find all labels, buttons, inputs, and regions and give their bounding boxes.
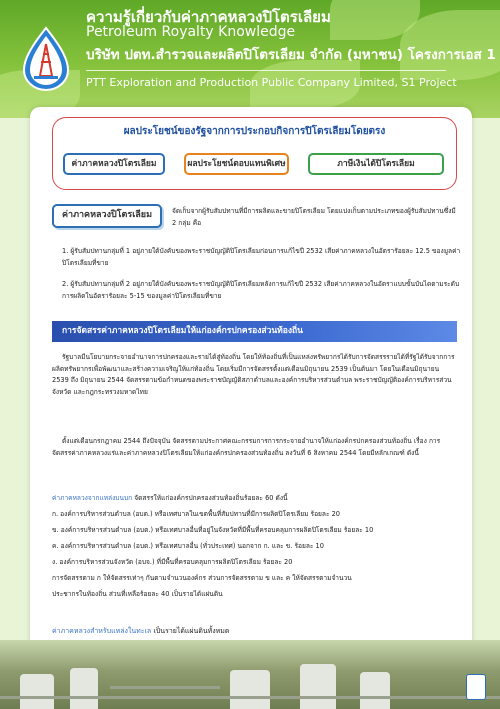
- allocation-line: ประชากรในท้องถิ่น ส่วนที่เหลือร้อยละ 40 เป็นรายได้แผ่นดิน: [52, 590, 223, 598]
- benefits-title: ผลประโยชน์ของรัฐจากการประกอบกิจการปิโตรเลียมโดยตรง: [123, 126, 386, 137]
- ptt-logo-icon: [20, 26, 72, 92]
- offshore-label: ค่าภาคหลวงสำหรับแหล่งในทะเล: [52, 627, 152, 635]
- group-2-text: 2. ผู้รับสัมปทานกลุ่มที่ 2 อยู่ภายใต้บังคับของพระราชบัญญัติปิโตรเลียมหลังการแก้ไขปี 2532 เสียค่าภาคหลวงในอัตราแบบขั้นบันไดตามระดับการผลิตในอัตรารัอยละ 5-15 ของมูลค่าปิโตรเลียมที่ขาย: [62, 280, 460, 300]
- group-1-text: 1. ผู้รับสัมปทานกลุ่มที่ 1 อยู่ภายใต้บังคับของพระราชบัญญัติปิโตรเลียมก่อนการแก้ไขปี 2532 เสียค่าภาคหลวงในอัตรารัอยละ 12.5 ของมูลค่าปิโตรเลียมที่ขาย: [62, 247, 461, 267]
- allocation-paragraph-1: รัฐบาลมีนโยบายกระจายอำนาจการปกครองและรายได้สู่ท้องถิ่น โดยให้ท้องถิ่นที่เป็นแหล่งทรัพยากรได้รับการจัดสรรรายได้ที่รัฐได้รับจากการผลิตทรัพยากรเพื่อพัฒนาและสร้างความเจริญให้แก่ท้องถิ่น โดยเริ่มมีการจัดสรรตั้งแต่เดือนมิถุนายน 2539 เป็นต้นมา โดยในเดือนมิถุนายน 2539 ถึง มิถุนายน 2544 จัดสรรตามข้อกำหนดของพระราชบัญญัติสภาตำบลและองค์การบริหารส่วนตำบล พระราชบัญญัติองค์การบริหารส่วนจังหวัด และกฎกระทรวงมหาดไทย: [52, 353, 455, 396]
- header-divider: [86, 70, 446, 71]
- content-panel: [30, 107, 472, 707]
- onshore-heading: [52, 490, 462, 506]
- allocation-paragraph-2: ตั้งแต่เดือนกรกฎาคม 2544 ถึงปัจจุบัน จัดสรรตามประกาศคณะกรรมการการกระจายอำนาจให้แก่องค์กรปกครองส่วนท้องถิ่น เรื่อง การจัดสรรค่าภาคหลวงแร่และค่าภาคหลวงปิโตรเลียมให้แก่องค์กรปกครองส่วนท้องถิ่น ลงวันที่ 6 สิงหาคม 2544 โดยมีหลักเกณฑ์ ดังนี้: [52, 437, 441, 457]
- benefit-royalty: ค่าภาคหลวงปิโตรเลียม: [63, 153, 165, 175]
- offshore-rest: เป็นรายได้แผ่นดินทั้งหมด: [151, 627, 230, 635]
- offshore-heading: [52, 626, 229, 637]
- allocation-line: ค. องค์การบริหารส่วนตำบล (อบต.) หรือเทศบาลอื่น (ทั่วประเทศ) นอกจาก ก. และ ข. ร้อยละ 10: [52, 542, 324, 550]
- allocation-line: ก. องค์การบริหารส่วนตำบล (อบต.) หรือเทศบาลในเขตพื้นที่สัมปทานที่มีการผลิตปิโตรเลียม ร้อยละ 20: [52, 510, 340, 518]
- benefits-box: [52, 117, 457, 190]
- allocation-line: ง. องค์การบริหารส่วนจังหวัด (อบจ.) ที่มีพื้นที่ครอบคลุมการผลิตปิโตรเลียม ร้อยละ 20: [52, 558, 293, 566]
- royalty-intro: จัดเก็บจากผู้รับสัมปทานที่มีการผลิตและขายปิโตรเลียม โดยแบ่งเก็บตามประเภทของผู้รับสัมปทานซึ่งมี 2 กลุ่ม คือ: [172, 207, 456, 227]
- header-banner: [0, 0, 500, 118]
- benefit-special-remuneration: ผลประโยชน์ตอบแทนพิเศษ: [184, 153, 289, 175]
- company-english: PTT Exploration and Production Public Company Limited, S1 Project: [86, 76, 457, 89]
- corner-logo-icon: [466, 674, 486, 700]
- allocation-lines: [52, 490, 462, 602]
- allocation-line: การจัดสรรตาม ก ให้จัดสรรเท่าๆ กันตามจำนวนองค์กร ส่วนการจัดสรรตาม ข และ ค ให้จัดสรรตามจำนวน: [52, 574, 352, 582]
- benefit-income-tax: ภาษีเงินได้ปิโตรเลียม: [308, 153, 444, 175]
- royalty-label: ค่าภาคหลวงปิโตรเลียม: [52, 204, 162, 228]
- title-thai: ความรู้เกี่ยวกับค่าภาคหลวงปิโตรเลียม: [86, 8, 331, 26]
- oilfield-photo: [0, 640, 500, 709]
- onshore-label: ค่าภาคหลวงจากแหล่งบนบก: [52, 494, 133, 502]
- allocation-banner: การจัดสรรค่าภาคหลวงปิโตรเลียมให้แก่องค์กรปกครองส่วนท้องถิ่น: [52, 321, 457, 342]
- company-thai: บริษัท ปตท.สำรวจและผลิตปิโตรเลียม จำกัด (มหาชน) โครงการเอส 1: [86, 47, 496, 63]
- title-english: Petroleum Royalty Knowledge: [86, 24, 296, 40]
- allocation-line: ข. องค์การบริหารส่วนตำบล (อบต.) หรือเทศบาลอื่นที่อยู่ในจังหวัดที่มีพื้นที่ครอบคลุมการผลิตปิโตรเลียม ร้อยละ 10: [52, 526, 374, 534]
- onshore-rest: จัดสรรให้แก่องค์กรปกครองส่วนท้องถิ่นร้อยละ 60 ดังนี้: [132, 494, 288, 502]
